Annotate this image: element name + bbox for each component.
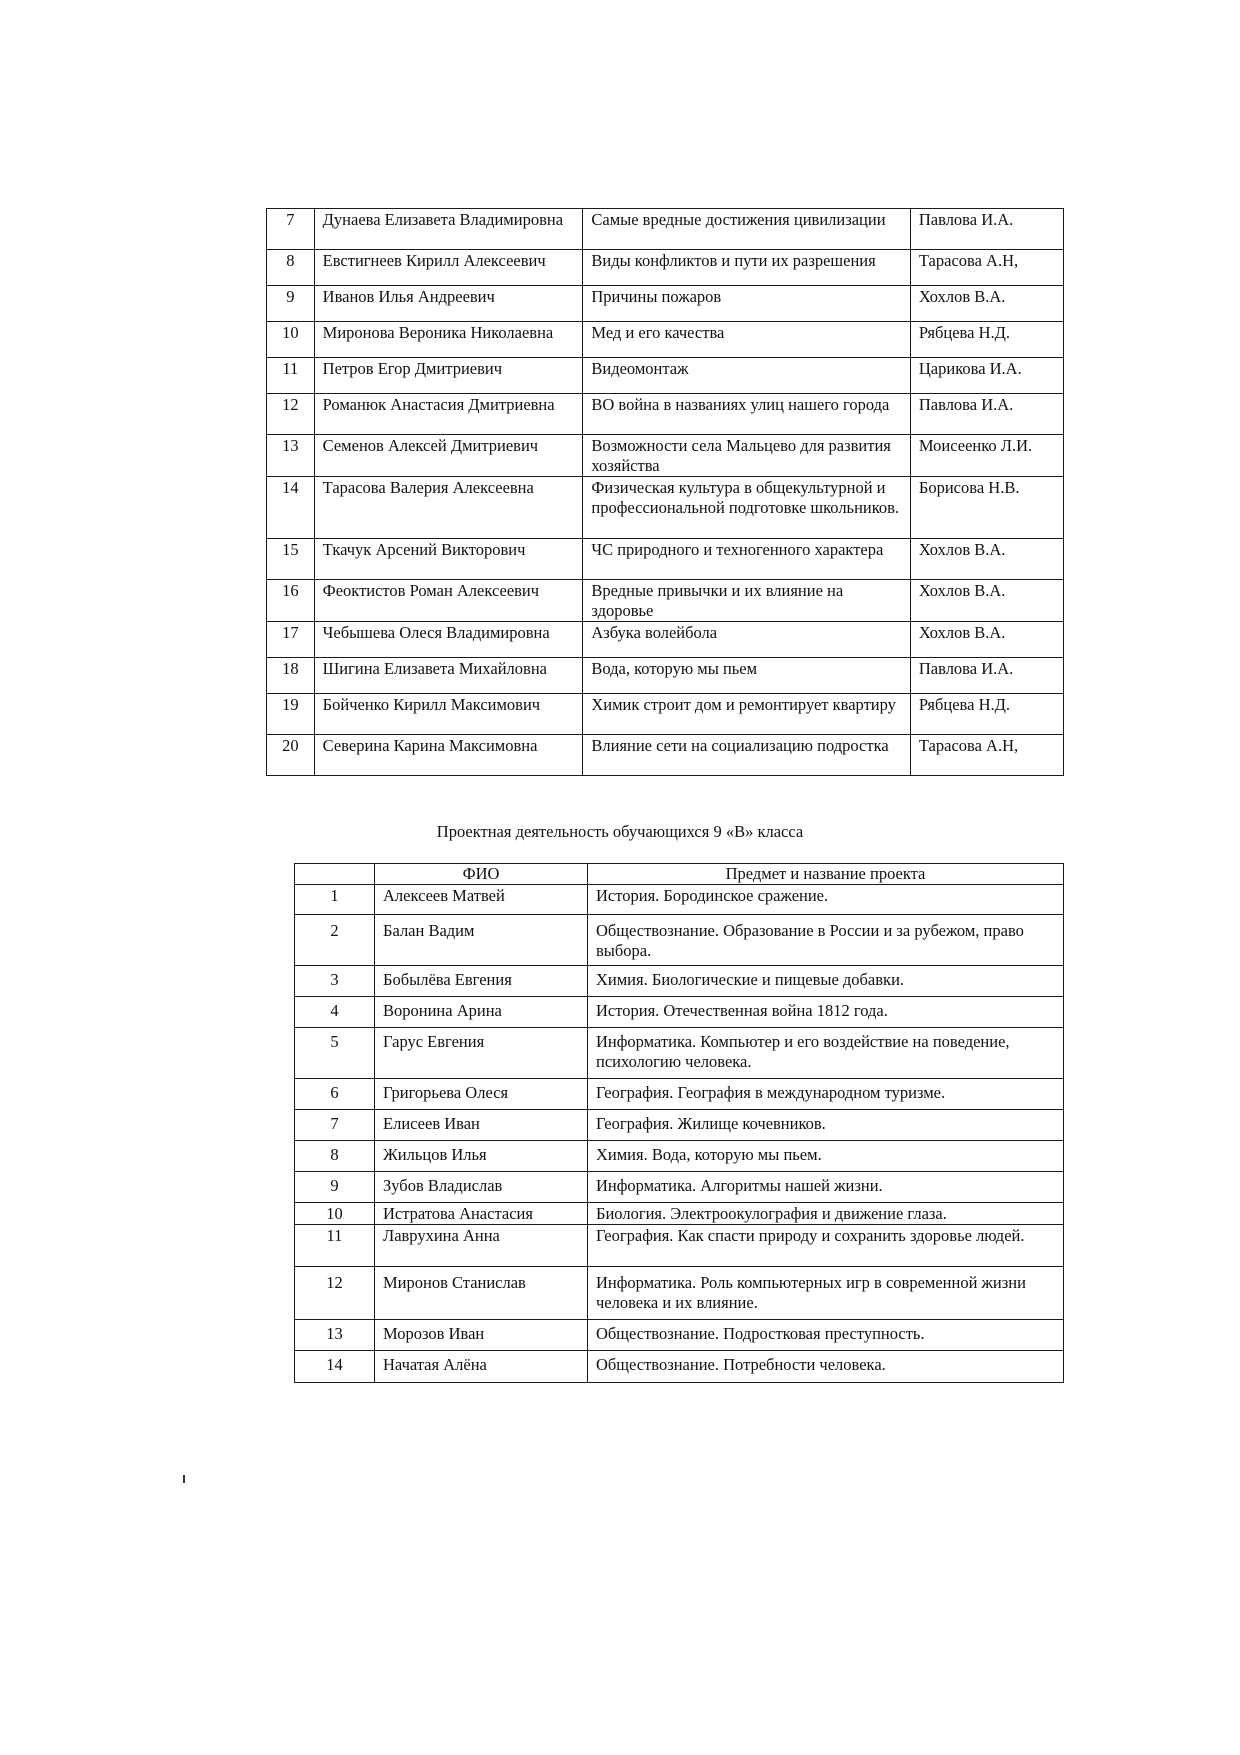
- project-title: История. Отечественная война 1812 года.: [588, 997, 1064, 1028]
- table-row: [295, 1267, 1064, 1320]
- student-name: Иванов Илья Андреевич: [314, 286, 583, 322]
- student-name: Зубов Владислав: [375, 1172, 588, 1203]
- row-number: 8: [295, 1141, 375, 1172]
- row-number: 10: [267, 322, 315, 358]
- student-name: Феоктистов Роман Алексеевич: [314, 580, 583, 622]
- advisor-name: Тарасова А.Н,: [910, 735, 1063, 776]
- project-title: Информатика. Алгоритмы нашей жизни.: [588, 1172, 1064, 1203]
- table-row: [267, 435, 1064, 477]
- advisor-name: Тарасова А.Н,: [910, 250, 1063, 286]
- student-name: Григорьева Олеся: [375, 1079, 588, 1110]
- advisor-name: Царикова И.А.: [910, 358, 1063, 394]
- student-name: Воронина Арина: [375, 997, 588, 1028]
- table-row: [267, 735, 1064, 776]
- table-row: [267, 580, 1064, 622]
- advisor-name: Рябцева Н.Д.: [910, 694, 1063, 735]
- project-title: Биология. Электроокулография и движение глаза.: [588, 1203, 1064, 1225]
- student-name: Жильцов Илья: [375, 1141, 588, 1172]
- student-name: Начатая Алёна: [375, 1351, 588, 1383]
- table-row: [267, 622, 1064, 658]
- header-row: [295, 864, 1064, 885]
- project-topic: Вода, которую мы пьем: [583, 658, 911, 694]
- table-row: [267, 286, 1064, 322]
- advisor-name: Павлова И.А.: [910, 658, 1063, 694]
- row-number: 20: [267, 735, 315, 776]
- student-name: Елисеев Иван: [375, 1110, 588, 1141]
- project-topic: Физическая культура в общекультурной и профессиональной подготовке школьников.: [583, 477, 911, 539]
- table-row: [295, 966, 1064, 997]
- row-number: 7: [295, 1110, 375, 1141]
- table-row: [295, 997, 1064, 1028]
- advisor-name: Хохлов В.А.: [910, 286, 1063, 322]
- table-row: [267, 358, 1064, 394]
- advisor-name: Хохлов В.А.: [910, 580, 1063, 622]
- row-number: 19: [267, 694, 315, 735]
- project-topic: ВО война в названиях улиц нашего города: [583, 394, 911, 435]
- class-9v-projects-table: [294, 863, 1064, 1383]
- row-number: 12: [267, 394, 315, 435]
- student-name: Тарасова Валерия Алексеевна: [314, 477, 583, 539]
- row-number: 18: [267, 658, 315, 694]
- table-row: [267, 539, 1064, 580]
- project-title: История. Бородинское сражение.: [588, 885, 1064, 915]
- student-name: Бобылёва Евгения: [375, 966, 588, 997]
- table-row: [267, 477, 1064, 539]
- table-row: [295, 1028, 1064, 1079]
- project-title: География. Жилище кочевников.: [588, 1110, 1064, 1141]
- table-row: [267, 394, 1064, 435]
- table-row: [295, 1141, 1064, 1172]
- project-topic: Вредные привычки и их влияние на здоровье: [583, 580, 911, 622]
- row-number: 12: [295, 1267, 375, 1320]
- row-number: 11: [267, 358, 315, 394]
- row-number: 9: [267, 286, 315, 322]
- project-topic: Возможности села Мальцево для развития хозяйства: [583, 435, 911, 477]
- table-row: [295, 1351, 1064, 1383]
- row-number: 4: [295, 997, 375, 1028]
- table-row: [295, 1110, 1064, 1141]
- projects-table-continued: [266, 208, 1064, 776]
- row-number: 6: [295, 1079, 375, 1110]
- table-row: [295, 1203, 1064, 1225]
- table-body: [295, 885, 1064, 1383]
- project-topic: ЧС природного и техногенного характера: [583, 539, 911, 580]
- student-name: Семенов Алексей Дмитриевич: [314, 435, 583, 477]
- advisor-name: Павлова И.А.: [910, 209, 1063, 250]
- project-title: Информатика. Роль компьютерных игр в современной жизни человека и их влияние.: [588, 1267, 1064, 1320]
- student-name: Дунаева Елизавета Владимировна: [314, 209, 583, 250]
- table-row: [267, 322, 1064, 358]
- project-title: Информатика. Компьютер и его воздействие на поведение, психологию человека.: [588, 1028, 1064, 1079]
- row-number: 13: [267, 435, 315, 477]
- section-title: Проектная деятельность обучающихся 9 «В» класса: [436, 822, 804, 841]
- table-row: [295, 915, 1064, 966]
- row-number: 17: [267, 622, 315, 658]
- row-number: 16: [267, 580, 315, 622]
- project-title: Обществознание. Потребности человека.: [588, 1351, 1064, 1383]
- project-topic: Влияние сети на социализацию подростка: [583, 735, 911, 776]
- student-name: Алексеев Матвей: [375, 885, 588, 915]
- project-topic: Мед и его качества: [583, 322, 911, 358]
- header-full-name: ФИО: [375, 864, 588, 885]
- project-title: Обществознание. Образование в России и за рубежом, право выбора.: [588, 915, 1064, 966]
- row-number: 10: [295, 1203, 375, 1225]
- student-name: Петров Егор Дмитриевич: [314, 358, 583, 394]
- student-name: Гарус Евгения: [375, 1028, 588, 1079]
- row-number: 3: [295, 966, 375, 997]
- row-number: 8: [267, 250, 315, 286]
- table-row: [295, 1172, 1064, 1203]
- table-row: [295, 885, 1064, 915]
- advisor-name: Борисова Н.В.: [910, 477, 1063, 539]
- student-name: Истратова Анастасия: [375, 1203, 588, 1225]
- table-row: [267, 209, 1064, 250]
- table-row: [295, 1225, 1064, 1267]
- row-number: 7: [267, 209, 315, 250]
- project-topic: Видеомонтаж: [583, 358, 911, 394]
- project-topic: Азбука волейбола: [583, 622, 911, 658]
- scan-mark: [183, 1475, 185, 1483]
- row-number: 13: [295, 1320, 375, 1351]
- student-name: Шигина Елизавета Михайловна: [314, 658, 583, 694]
- table-row: [295, 1079, 1064, 1110]
- advisor-name: Рябцева Н.Д.: [910, 322, 1063, 358]
- header-number: [295, 864, 375, 885]
- advisor-name: Хохлов В.А.: [910, 539, 1063, 580]
- row-number: 11: [295, 1225, 375, 1267]
- project-title: Химия. Вода, которую мы пьем.: [588, 1141, 1064, 1172]
- project-topic: Причины пожаров: [583, 286, 911, 322]
- table-row: [295, 1320, 1064, 1351]
- project-title: Обществознание. Подростковая преступность.: [588, 1320, 1064, 1351]
- row-number: 9: [295, 1172, 375, 1203]
- student-name: Морозов Иван: [375, 1320, 588, 1351]
- row-number: 2: [295, 915, 375, 966]
- project-title: География. География в международном туризме.: [588, 1079, 1064, 1110]
- student-name: Чебышева Олеся Владимировна: [314, 622, 583, 658]
- row-number: 1: [295, 885, 375, 915]
- student-name: Ткачук Арсений Викторович: [314, 539, 583, 580]
- row-number: 5: [295, 1028, 375, 1079]
- project-title: Химия. Биологические и пищевые добавки.: [588, 966, 1064, 997]
- student-name: Евстигнеев Кирилл Алексеевич: [314, 250, 583, 286]
- student-name: Бойченко Кирилл Максимович: [314, 694, 583, 735]
- student-name: Романюк Анастасия Дмитриевна: [314, 394, 583, 435]
- student-name: Миронов Станислав: [375, 1267, 588, 1320]
- project-topic: Химик строит дом и ремонтирует квартиру: [583, 694, 911, 735]
- table-row: [267, 250, 1064, 286]
- advisor-name: Моисеенко Л.И.: [910, 435, 1063, 477]
- student-name: Миронова Вероника Николаевна: [314, 322, 583, 358]
- projects-table-body: [267, 209, 1064, 776]
- student-name: Балан Вадим: [375, 915, 588, 966]
- student-name: Северина Карина Максимовна: [314, 735, 583, 776]
- advisor-name: Павлова И.А.: [910, 394, 1063, 435]
- row-number: 14: [267, 477, 315, 539]
- row-number: 15: [267, 539, 315, 580]
- project-title: География. Как спасти природу и сохранить здоровье людей.: [588, 1225, 1064, 1267]
- row-number: 14: [295, 1351, 375, 1383]
- student-name: Лаврухина Анна: [375, 1225, 588, 1267]
- table-row: [267, 694, 1064, 735]
- project-topic: Виды конфликтов и пути их разрешения: [583, 250, 911, 286]
- header-project: Предмет и название проекта: [588, 864, 1064, 885]
- table-header: [295, 864, 1064, 885]
- table-row: [267, 658, 1064, 694]
- advisor-name: Хохлов В.А.: [910, 622, 1063, 658]
- project-topic: Самые вредные достижения цивилизации: [583, 209, 911, 250]
